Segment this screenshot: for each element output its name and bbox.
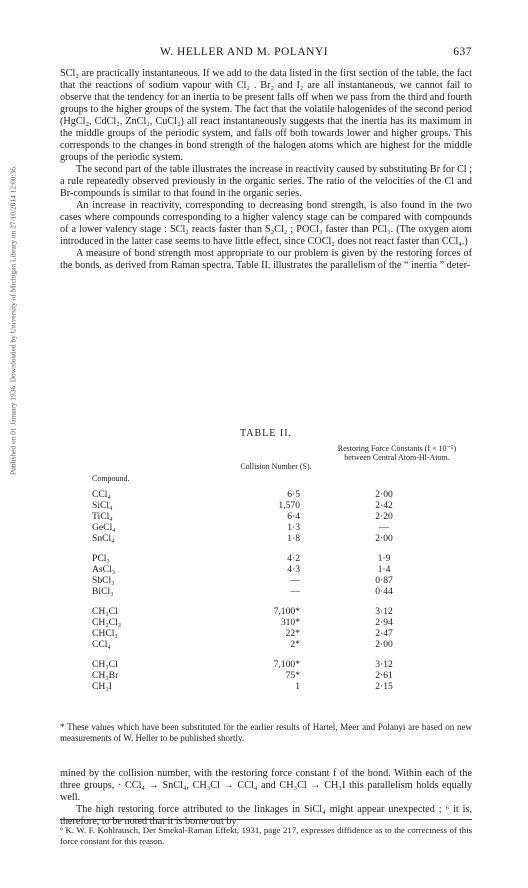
cell-collision: 1·3 [287, 522, 300, 533]
body-text [60, 68, 472, 272]
table-title: TABLE II. [239, 428, 293, 439]
cell-force: 2·00 [375, 533, 393, 544]
table-row [60, 575, 472, 586]
page-number: 637 [453, 46, 472, 58]
table-row [60, 628, 472, 639]
table-row [60, 533, 472, 544]
cell-force: — [379, 522, 389, 533]
paragraph: mined by the collision number, with the restoring force constant f of the bond. Within each of the three groups, · CCl₄ → SnCl₄, CH₃Cl → CCl₄ and CH₃Cl → CH₃I this parallelism holds equally well. [60, 768, 472, 803]
table-group [60, 489, 472, 544]
cell-collision: 2* [290, 639, 300, 650]
table-row [60, 511, 472, 522]
cell-force: 1·4 [377, 564, 391, 575]
cell-compound: SnCl₄ [92, 533, 115, 544]
cell-compound: CCl₄ [92, 639, 111, 650]
running-title: W. HELLER AND M. POLANYI [160, 46, 329, 58]
table-row [60, 489, 472, 500]
cell-compound: GeCl₄ [92, 522, 116, 533]
cell-compound: CHCl₃ [92, 628, 118, 639]
cell-force: 0·44 [375, 586, 393, 597]
running-header [60, 46, 472, 60]
cell-compound: SbCl₃ [92, 575, 115, 586]
paragraph: The second part of the table illustrates the increase in reactivity caused by substituting Br for Cl ; a rule repeatedly observed previously in the organic series. The ratio of the velocities of the Cl and Br-compounds is similar to that found in the organic series. [60, 164, 472, 199]
table-row [60, 659, 472, 670]
table-row [60, 670, 472, 681]
cell-force: 2·00 [375, 489, 393, 500]
table-note: * These values which have been substituted for the earlier results of Hartel, Meer and Polanyi are based on new measurements of W. Heller to be published shortly. [60, 722, 472, 743]
table-row [60, 500, 472, 511]
header-force: Restoring Force Constants (f × 10⁻⁵) between Central Atom-Hl-Atom. [337, 444, 457, 462]
table-row [60, 606, 472, 617]
table-row [60, 639, 472, 650]
cell-force: 2·61 [375, 670, 393, 681]
paragraph: An increase in reactivity, corresponding to decreasing bond strength, is also found in the two cases where compounds corresponding to a higher valency stage can be compared with compounds of a lower valency stage : SCl₂ reacts faster than S₂Cl₂ ; POCl₃ faster than PCl₃. (The oxygen atom introduced in the latter case seems to have little effect, since COCl₂ does not react faster than CCl₄.) [60, 200, 472, 247]
cell-force: 3·12 [375, 659, 393, 670]
header-collision: Collision Number (S). [240, 462, 312, 471]
cell-force: 2·47 [375, 628, 393, 639]
cell-compound: CH₂Cl₂ [92, 617, 122, 628]
cell-collision: 22* [285, 628, 300, 639]
table-row [60, 553, 472, 564]
cell-compound: CH₃I [92, 681, 112, 692]
data-table [60, 444, 472, 701]
table-header [60, 444, 472, 489]
cell-compound: CH₃Cl [92, 659, 118, 670]
cell-compound: SiCl₄ [92, 500, 113, 511]
table-row [60, 617, 472, 628]
cell-force: 2·20 [375, 511, 393, 522]
paragraph: The high restoring force attributed to the linkages in SiCl₄ might appear unexpected ; ⁶ it is, therefore, to be noted that it is borne out by [60, 804, 472, 827]
table-row [60, 522, 472, 533]
cell-collision: — [290, 575, 300, 586]
paragraph: SCl₂ are practically instantaneous. If we add to the data listed in the first section of the table, the fact that the reactions of sodium vapour with Cl₂ . Br₂ and I₂ are all instantaneous, we cannot fail to observe that the tendency for an inertia to be present falls off when we pass from the third and fourth groups to the higher groups of the system. The fact that the volatile halogenides of the second period (HgCl₂, CdCl₂, ZnCl₂, CuCl₂) all react instantaneously suggests that the inertia has its maximum in the middle groups of the periodic system, and falls off both towards lower and higher groups. This corresponds to the changes in bond strength of the halogen atoms which are highest for the middle groups of the periodic system. [60, 68, 472, 163]
cell-force: 1·9 [377, 553, 391, 564]
cell-force: 0·87 [375, 575, 393, 586]
cell-collision: 1·8 [287, 533, 300, 544]
cell-compound: BiCl₃ [92, 586, 114, 597]
cell-collision: 1,570 [278, 500, 300, 511]
table-row [60, 586, 472, 597]
cell-compound: TiCl₄ [92, 511, 113, 522]
cell-compound: CCl₄ [92, 489, 111, 500]
cell-collision: 75* [285, 670, 300, 681]
table-row [60, 564, 472, 575]
cell-collision: 4·2 [287, 553, 300, 564]
cell-collision: — [290, 586, 300, 597]
cell-compound: AsCl₃ [92, 564, 116, 575]
cell-force: 2·94 [375, 617, 393, 628]
cell-force: 3·12 [375, 606, 393, 617]
cell-collision: 4·3 [287, 564, 300, 575]
cell-compound: CH₃Cl [92, 606, 118, 617]
table-row [60, 681, 472, 692]
cell-collision: 6·4 [287, 511, 300, 522]
footnote: ⁶ K. W. F. Kohlrausch, Der Smekal-Raman Effekt, 1931, page 217, expresses diffidence as to the correctness of this force constant for this reason. [60, 825, 472, 846]
table-group [60, 553, 472, 597]
table-group [60, 659, 472, 692]
download-watermark: Published on 01 January 1936. Downloaded by University of Michigan Library on 27/10/2014 12:00:36. [8, 165, 18, 475]
cell-force: 2·00 [375, 639, 393, 650]
cell-force: 2·42 [375, 500, 393, 511]
cell-compound: CH₃Br [92, 670, 119, 681]
cell-collision: 1 [295, 681, 300, 692]
cell-force: 2·15 [375, 681, 393, 692]
cell-collision: 7,100* [273, 659, 300, 670]
paragraph: A measure of bond strength most appropriate to our problem is given by the restoring forces of the bonds, as derived from Raman spectra. Table II. illustrates the parallelism of the “ inertia ” deter- [60, 248, 472, 271]
header-compound: Compound. [92, 474, 130, 483]
cell-collision: 7,100* [273, 606, 300, 617]
cell-compound: PCl₃ [92, 553, 110, 564]
cell-collision: 6·5 [287, 489, 300, 500]
table-body [60, 489, 472, 692]
footnote-rule [60, 819, 472, 820]
cell-collision: 310* [280, 617, 300, 628]
table-group [60, 606, 472, 650]
